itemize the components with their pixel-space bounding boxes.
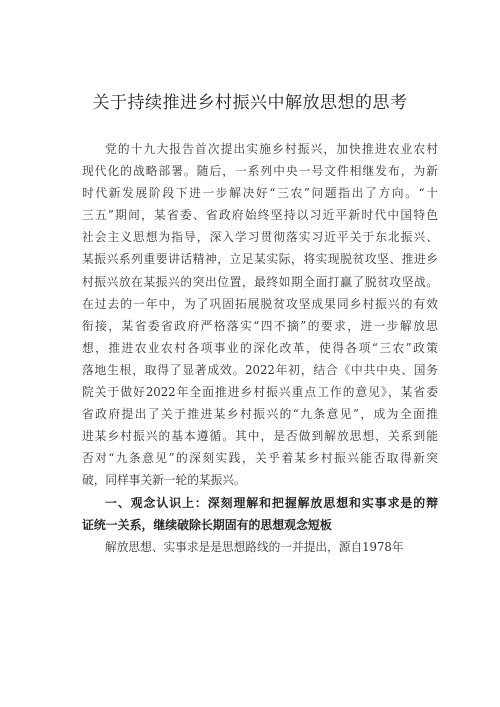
paragraph-line: 村振兴放在某振兴的突出位置，最终如期全面打赢了脱贫攻坚战。 — [82, 274, 438, 289]
paragraph-line: 破，同样事关新一轮的某振兴。 — [82, 473, 246, 488]
paragraph-line: 否对“九条意见”的深刻实践，关乎着某乡村振兴能否取得新突 — [82, 451, 438, 466]
paragraph-line: 现代化的战略部署。随后，一系列中央一号文件相继发布，为新 — [82, 164, 438, 179]
paragraph-line: 时代新发展阶段下进一步解决好“三农”问题指出了方向。“十 — [82, 186, 438, 201]
paragraph-line: 三五”期间，某省委、省政府始终坚持以习近平新时代中国特色 — [82, 208, 438, 223]
paragraph-line: 进某乡村振兴的基本遵循。其中，是否做到解放思想，关系到能 — [82, 429, 438, 444]
paragraph-line: 某振兴系列重要讲话精神，立足某实际，将实现脱贫攻坚、推进乡 — [82, 252, 438, 267]
paragraph-line: 衔接，某省委省政府严格落实“四不摘”的要求，进一步解放思 — [82, 318, 438, 333]
section-heading-line: 证统一关系，继续破除长期固有的思想观念短板 — [82, 517, 332, 532]
paragraph-line: 社会主义思想为指导，深入学习贯彻落实习近平关于东北振兴、 — [82, 230, 438, 245]
paragraph-line: 院关于做好2022年全面推进乡村振兴重点工作的意见》，某省委 — [82, 385, 438, 400]
document-title: 关于持续推进乡村振兴中解放思想的思考 — [92, 93, 408, 113]
paragraph-line: 党的十九大报告首次提出实施乡村振兴，加快推进农业农村 — [105, 142, 438, 156]
paragraph-line: 在过去的一年中，为了巩固拓展脱贫攻坚成果同乡村振兴的有效 — [82, 296, 438, 311]
paragraph-line: 解放思想、实事求是是思想路线的一并提出，源自1978年 — [105, 539, 404, 554]
document-body — [82, 138, 438, 558]
paragraph-line: 落地生根，取得了显著成效。2022年初，结合《中共中央、国务 — [82, 362, 438, 377]
paragraph-line: 省政府提出了关于推进某乡村振兴的“九条意见”，成为全面推 — [82, 407, 438, 422]
section-heading-line: 一、观念认识上：深刻理解和把握解放思想和实事求是的辩 — [105, 495, 438, 510]
paragraph-line: 想，推进农业农村各项事业的深化改革，使得各项“三农”政策 — [82, 340, 438, 355]
